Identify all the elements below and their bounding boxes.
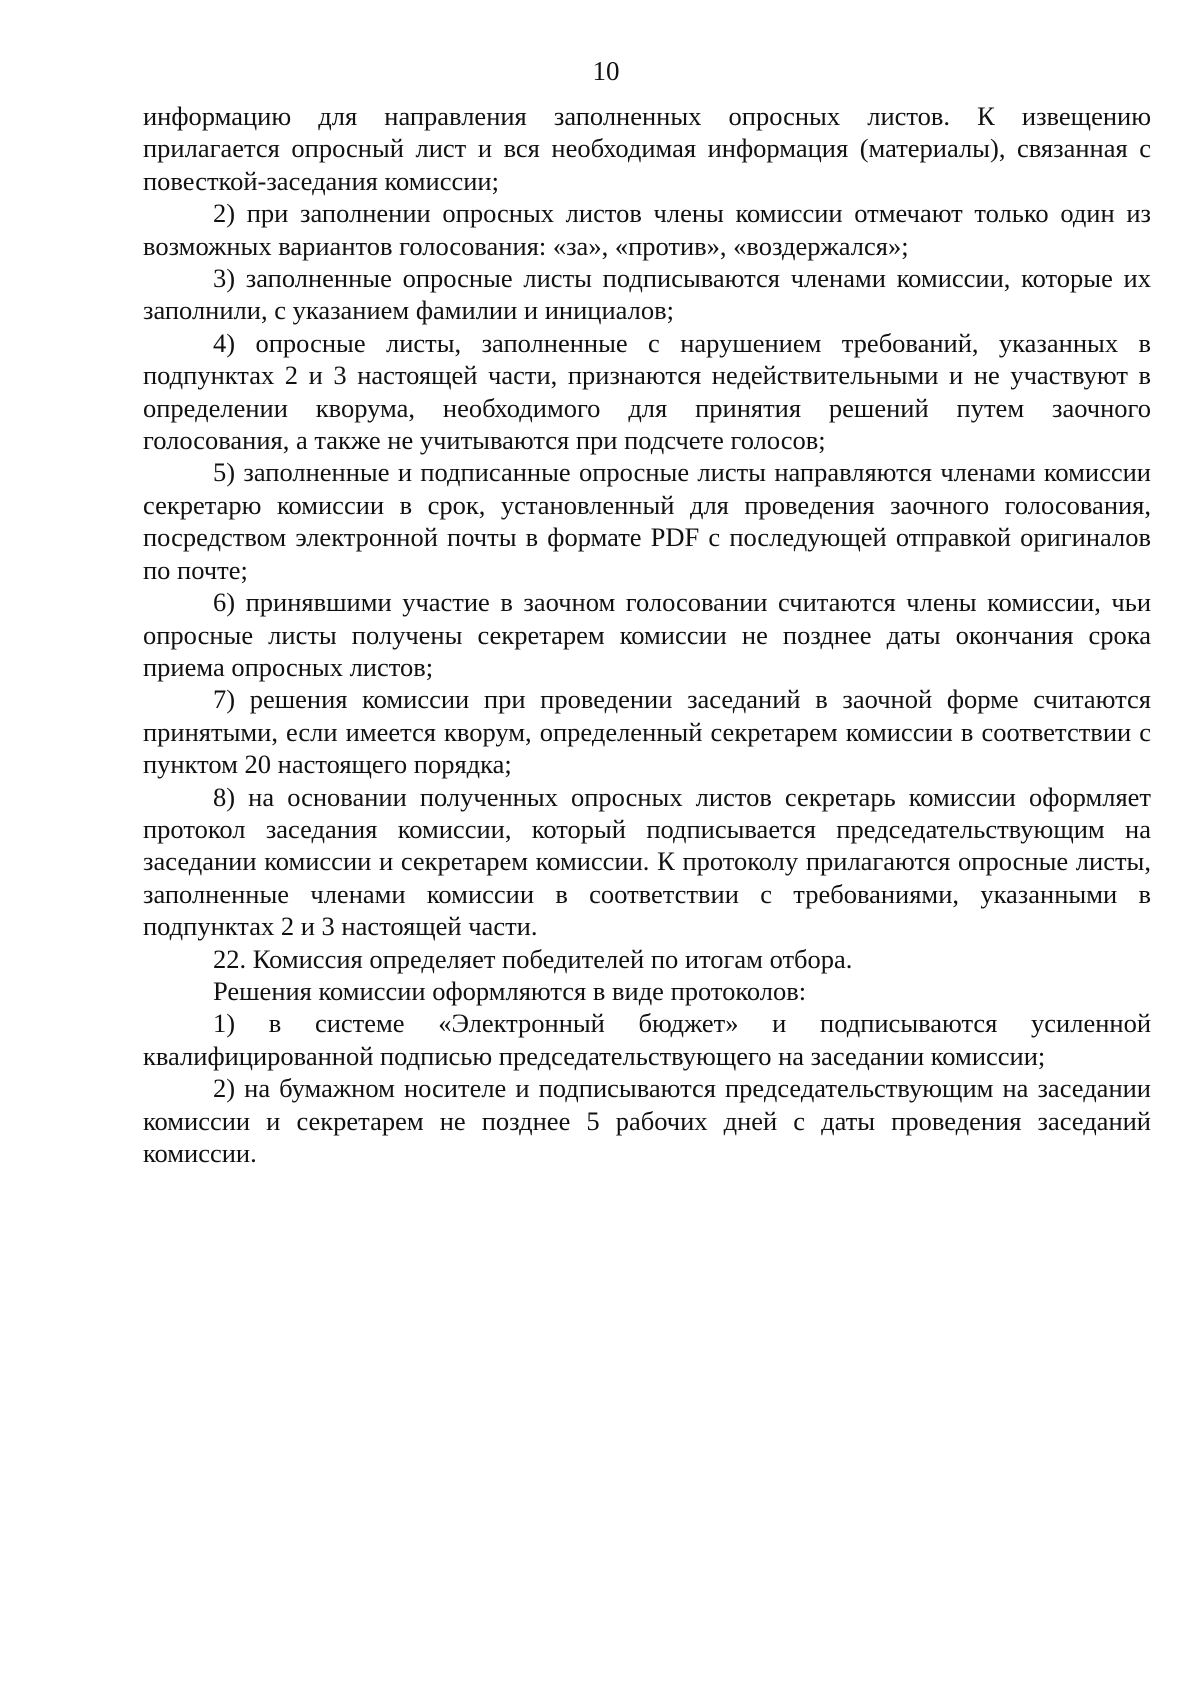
document-body [143,100,1151,1169]
paragraph-item-4: 4) опросные листы, заполненные с нарушением требований, указанных в подпунктах 2 и 3 настоящей части, признаются недействительными и не участвуют в определении кворума, необходимого для принятия решений путем заочного голосования, а также не учитываются при подсчете голосов; [143,327,1151,456]
paragraph-decisions-intro: Решения комиссии оформляются в виде протоколов: [213,975,807,1006]
paragraph-item-2: 2) при заполнении опросных листов члены комиссии отмечают только один из возможных вариантов голосования: «за», «против», «воздержался»; [143,198,1151,261]
paragraph-item-3: 3) заполненные опросные листы подписываются членами комиссии, которые их заполнили, с указанием фамилии и инициалов; [143,263,1151,326]
paragraph-decision-item-2: 2) на бумажном носителе и подписываются председательствующим на заседании комиссии и секретарем не позднее 5 рабочих дней с даты проведения заседаний комиссии. [143,1073,1151,1168]
paragraph-decision-item-1: 1) в системе «Электронный бюджет» и подписываются усиленной квалифицированной подписью председательствующего на заседании комиссии; [143,1008,1151,1071]
paragraph-section-22: 22. Комиссия определяет победителей по итогам отбора. [213,943,853,974]
page-number: 10 [592,56,620,86]
paragraph-item-7: 7) решения комиссии при проведении заседаний в заочной форме считаются принятыми, если имеется кворум, определенный секретарем комиссии в соответствии с пунктом 20 настоящего порядка; [143,684,1151,780]
paragraph-item-6: 6) принявшими участие в заочном голосовании считаются члены комиссии, чьи опросные листы получены секретарем комиссии не позднее даты окончания срока приема опросных листов; [143,587,1151,682]
paragraph-item-8: 8) на основании полученных опросных листов секретарь комиссии оформляет протокол заседания комиссии, который подписывается председательствующим на заседании комиссии и секретарем комиссии. К протоколу прилагаются опросные листы, заполненные членами комиссии в соответствии с требованиями, указанными в подпунктах 2 и 3 настоящей части. [143,781,1151,942]
paragraph-item-5: 5) заполненные и подписанные опросные листы направляются членами комиссии секретарю комиссии в срок, установленный для проведения заочного голосования, посредством электронной почты в формате PDF с последующей отправкой оригиналов по почте; [143,457,1151,585]
paragraph-intro-continuation: информацию для направления заполненных опросных листов. К извещению прилагается опросный лист и вся необходимая информация (материалы), связанная с повесткой-заседания комиссии; [143,101,1151,196]
